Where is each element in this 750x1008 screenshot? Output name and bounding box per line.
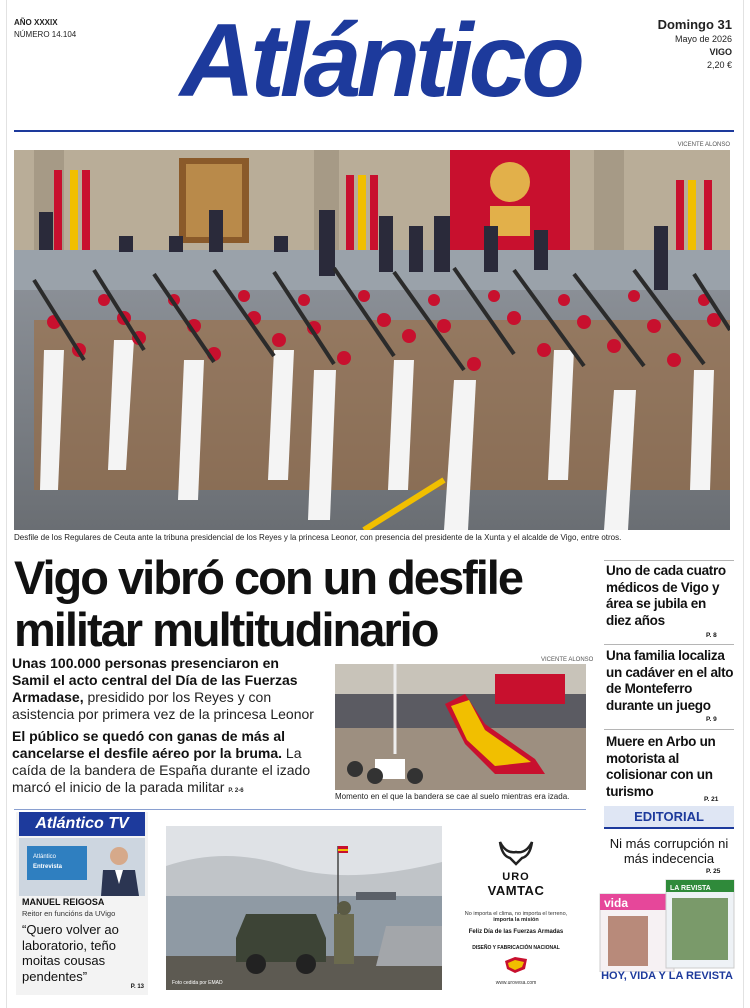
lead-paragraph-2-bold: El público se quedó con ganas de más al cancelarse el desfile aéreo por la bruma. <box>12 728 286 761</box>
page-border-left <box>6 0 7 1008</box>
right-col-separator-1 <box>604 644 734 645</box>
story-arbo[interactable]: Muere en Arbo un motorista al colisionar con un turismo <box>606 734 716 799</box>
story-monteferro[interactable]: Una familia localiza un cadáver en el alto de Monteferro durante un juego <box>606 648 734 713</box>
lead-headline[interactable]: Vigo vibró con un desfile militar multitudinario <box>14 551 522 656</box>
tv-screen-text-1: Atlántico <box>33 854 57 860</box>
tv-quote: “Quero volver ao laboratorio, teño moitas cousas pendentes” <box>22 922 119 984</box>
atlantico-tv-box[interactable] <box>16 812 148 995</box>
tv-interview-image <box>19 838 145 896</box>
flag-photo[interactable] <box>335 664 586 790</box>
masthead-issue-info <box>14 17 76 41</box>
bottom-photo-credit: Foto cedida por EMAD <box>172 980 223 986</box>
la-revista-title: LA REVISTA <box>670 885 711 892</box>
section-divider <box>14 809 586 810</box>
logo-text: Atlántico <box>180 3 580 119</box>
issue-number: NÚMERO 14.104 <box>14 30 77 39</box>
flag-photo-caption: Momento en el que la bandera se cae al suelo mientras era izada. <box>335 792 570 801</box>
magazines-promo-text[interactable]: HOY, VIDA Y LA REVISTA <box>601 970 733 982</box>
month-year: Mayo de 2026 <box>674 34 732 44</box>
military-vehicle-photo[interactable] <box>166 826 442 990</box>
right-col-separator-2 <box>604 729 734 730</box>
lead-story-text <box>12 655 320 800</box>
masthead-rule <box>14 130 734 132</box>
day-label: Domingo 31 <box>657 17 732 32</box>
vida-magazine-title: vida <box>604 896 629 910</box>
editorial-rule <box>604 827 734 829</box>
tv-box-title: Atlántico TV <box>19 812 145 836</box>
tv-screen-text-2: Entrevista <box>33 864 63 870</box>
main-photo-caption: Desfile de los Regulares de Ceuta ante la tribuna presidencial de los Reyes y la princesa Leonor, con presencia del presidente de la Xunta y el alcalde de Vigo, entre otros. <box>14 533 622 542</box>
main-photo-parade[interactable] <box>14 150 730 530</box>
uro-bull-icon <box>496 838 536 866</box>
newspaper-logo[interactable] <box>100 2 660 120</box>
ad-brand-vamtac: VAMTAC <box>487 883 545 898</box>
spain-map-icon <box>503 955 529 975</box>
story-medicos-page: P. 8 <box>706 632 717 639</box>
lead-paragraph-1 <box>12 655 320 723</box>
parade-illustration <box>14 150 730 530</box>
story-monteferro-page: P. 9 <box>706 716 717 723</box>
ad-line-1: No importa el clima, no importa el terreno, <box>464 911 568 917</box>
lead-paragraph-1-rest: presidido por los Reyes y con asistencia por primera vez de la princesa Leonor <box>12 689 314 722</box>
flag-illustration <box>335 664 586 790</box>
ad-line-3: Feliz Día de las Fuerzas Armadas <box>468 929 564 935</box>
city-label: VIGO <box>709 47 732 57</box>
vehicle-illustration <box>166 826 442 990</box>
magazines-illustration <box>598 876 736 972</box>
editorial-page: P. 25 <box>706 868 721 875</box>
tv-guest-name: MANUEL REIGOSA <box>22 897 105 907</box>
lead-paragraph-1-bold: Unas 100.000 personas presenciaron en Samil el acto central del Día de las Fuerzas Armadase, <box>12 655 298 705</box>
ad-brand-uro: URO <box>502 871 530 883</box>
story-medicos[interactable]: Uno de cada cuatro médicos de Vigo y área se jubila en diez años <box>606 563 726 628</box>
page-border-right <box>743 0 744 1008</box>
tv-page-ref: P. 13 <box>130 984 144 990</box>
second-photo-credit: VICENTE ALONSO <box>541 657 594 663</box>
lead-paragraph-2 <box>12 728 320 800</box>
tv-guest-role: Reitor en funcións da UVigo <box>22 909 116 918</box>
lead-page-ref: P. 2-6 <box>228 788 244 794</box>
ad-line-4: DISEÑO Y FABRICACIÓN NACIONAL <box>472 945 560 951</box>
editorial-label: EDITORIAL <box>604 806 734 827</box>
lead-paragraph-2-rest: La caída de la bandera de España durante el izado marcó el inicio de la parada militar <box>12 745 311 795</box>
uro-vamtac-ad[interactable] <box>446 826 586 990</box>
masthead-date-info <box>658 17 732 72</box>
ad-line-2: importa la misión <box>493 917 539 923</box>
story-arbo-page: P. 21 <box>704 796 719 803</box>
main-photo-credit: VICENTE ALONSO <box>677 142 730 148</box>
price-label: 2,20 € <box>706 60 732 70</box>
magazines-promo-image[interactable] <box>598 876 736 972</box>
right-col-separator-top <box>604 560 734 561</box>
year-label: AÑO XXXIX <box>14 18 58 27</box>
ad-url[interactable]: www.urovesa.com <box>495 980 537 986</box>
editorial-text[interactable]: Ni más corrupción ni más indecencia <box>609 836 729 866</box>
